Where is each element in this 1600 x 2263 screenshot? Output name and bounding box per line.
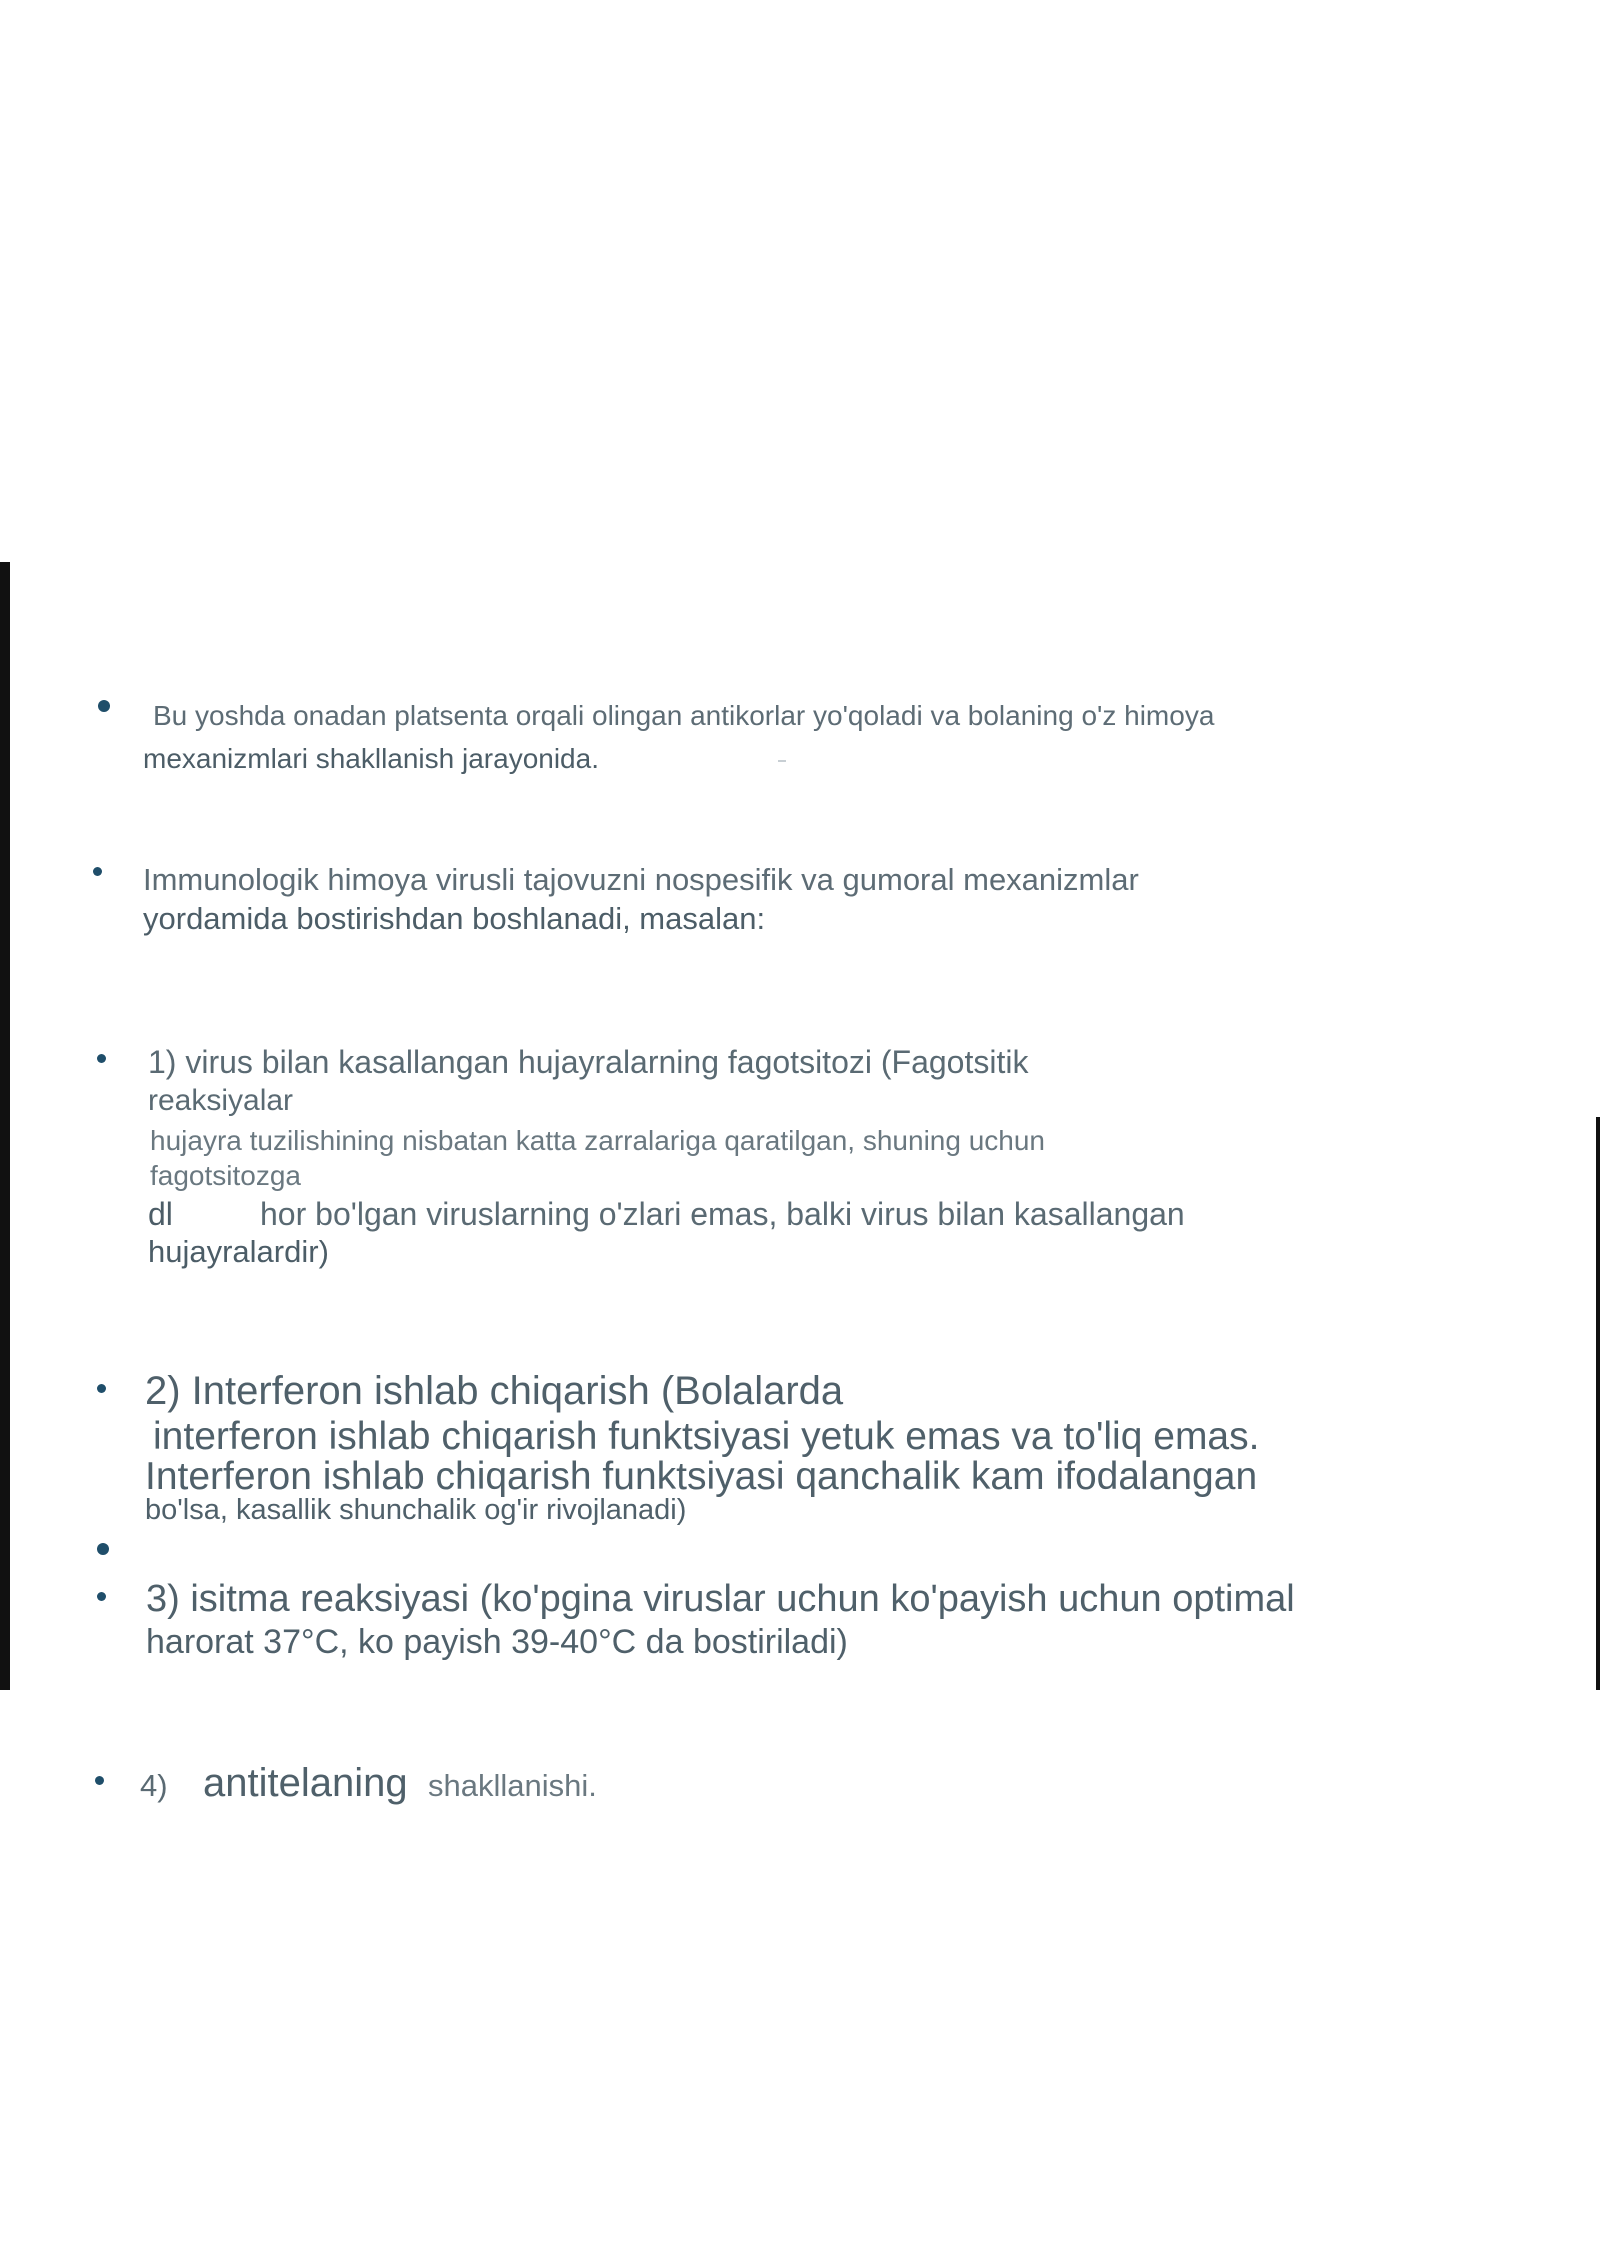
item-2-line-2: yordamida bostirishdan boshlanadi, masalan:: [143, 901, 766, 936]
decorative-dash: [778, 760, 786, 762]
item-3-line-5b: hor bo'lgan viruslarning o'zlari emas, balki virus bilan kasallangan: [260, 1196, 1185, 1232]
bullet-1: [98, 700, 110, 712]
bullet-6: [95, 1776, 104, 1785]
item-4-line-3: Interferon ishlab chiqarish funktsiyasi qanchalik kam ifodalangan: [145, 1455, 1258, 1498]
item-4-line-2: interferon ishlab chiqarish funktsiyasi yetuk emas va to'liq emas.: [153, 1415, 1260, 1458]
bullet-empty: [97, 1543, 109, 1555]
item-3-line-6: hujayralardir): [148, 1234, 329, 1269]
item-3-line-4: fagotsitozga: [150, 1160, 301, 1191]
item-3-line-1: 1) virus bilan kasallangan hujayralarning fagotsitozi (Fagotsitik: [148, 1044, 1029, 1080]
bullet-4: [97, 1384, 106, 1393]
item-3-line-3: hujayra tuzilishining nisbatan katta zarralariga qaratilgan, shuning uchun: [150, 1125, 1046, 1156]
item-5-line-1: 3) isitma reaksiyasi (ko'pgina viruslar uchun ko'payish uchun optimal: [146, 1578, 1295, 1620]
bullet-3: [97, 1054, 106, 1063]
item-1-line-1: Bu yoshda onadan platsenta orqali olingan antikorlar yo'qoladi va bolaning o'z himoya: [153, 700, 1215, 731]
item-5-line-2: harorat 37°C, ko payish 39-40°C da bostiriladi): [146, 1623, 848, 1661]
item-3-line-2: reaksiyalar: [148, 1084, 294, 1117]
item-4-line-4: bo'lsa, kasallik shunchalik og'ir rivojlanadi): [145, 1494, 687, 1526]
bullet-5: [97, 1592, 106, 1601]
item-6-word-2: shakllanishi.: [428, 1768, 597, 1803]
item-4-line-1: 2) Interferon ishlab chiqarish (Bolalarda: [145, 1369, 844, 1413]
right-margin-bar: [1596, 1117, 1600, 1690]
item-3-line-5a: dl: [148, 1196, 173, 1232]
bullet-2: [93, 867, 102, 876]
item-1-line-2: mexanizmlari shakllanish jarayonida.: [143, 743, 599, 774]
left-margin-bar: [0, 562, 10, 1690]
item-2-line-1: Immunologik himoya virusli tajovuzni nospesifik va gumoral mexanizmlar: [143, 862, 1139, 897]
item-6-number: 4): [140, 1768, 168, 1803]
item-6-word-1: antitelaning: [203, 1761, 408, 1805]
